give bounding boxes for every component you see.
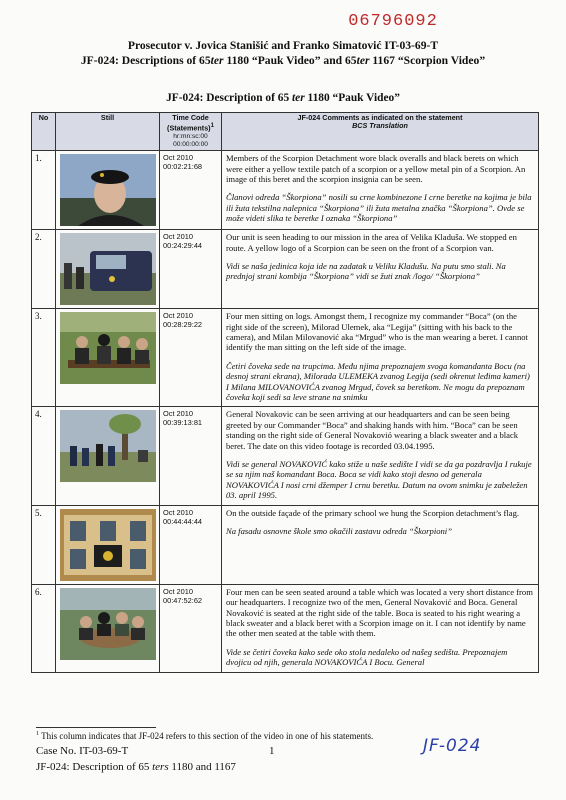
table-row <box>32 584 539 672</box>
row-number: 3. <box>32 309 56 407</box>
still-image-headquarters-arrival <box>60 410 156 482</box>
case-number: Case No. IT-03-69-T <box>36 745 129 757</box>
header-ter-1: ter <box>210 54 224 67</box>
footer-title-part: 1180 and 1167 <box>168 761 236 773</box>
still-image-van <box>60 233 156 305</box>
section-title-part: 1180 “Pauk Video” <box>304 92 400 104</box>
timecode-month: Oct 2010 <box>163 153 193 163</box>
table-row <box>32 505 539 584</box>
comment-english: Members of the Scorpion Detachment wore black overalls and black berets on which were either a yellow textile patch of a scorpion or a yellow metal pin of a Scorpion. An image of this beret and the scorpion insignia can be seen. <box>226 153 526 185</box>
timecode-month: Oct 2010 <box>163 409 193 419</box>
footer-title-part: JF-024: Description of 65 <box>36 761 153 773</box>
timecode-month: Oct 2010 <box>163 232 193 242</box>
header-line-2-part: 1180 “Pauk Video” and 65 <box>223 54 357 67</box>
footnote-marker: 1 <box>36 731 39 737</box>
timecode-value: 00:47:52:62 <box>163 595 203 605</box>
comment-bcs: Na fasadu osnovne škole smo okačili zastavu odreda “Škorpioni” <box>226 526 452 537</box>
timecode-value: 00:24:29:44 <box>163 241 203 251</box>
document-stamp-number: 06796092 <box>348 12 438 31</box>
header-timecode <box>160 113 222 151</box>
timecode-cell <box>160 584 222 672</box>
still-cell <box>56 584 160 672</box>
row-number: 6. <box>32 584 56 672</box>
comment-cell <box>222 151 539 230</box>
header-no: No <box>32 113 56 151</box>
comment-english: General Novakovic can be seen arriving at our headquarters and can be seen being greeted by our Commander “Boca” and shaking hands with him. “Boca” can be seen standing on the right side of General Novakovió wearing a black sweater and a black beret. The date on this video footage is recorded 03.04.1995. <box>226 409 519 451</box>
timecode-value: 00:02:21:68 <box>163 162 203 172</box>
header-timecode-label: Time Code <box>172 113 209 122</box>
header-comment-sub: BCS Translation <box>352 121 408 131</box>
description-table <box>31 112 539 673</box>
comment-cell <box>222 505 539 584</box>
comment-bcs: Članovi odreda “Škorpiona” nosili su crne kombinezone I crne beretke na kojima je bila ili žuta tekstilna nalepnica “Škorpiona” ili žuta metalna značka “Škorpiona”. Ovde se može videti slika te beretke I oznaka “Škorpiona” <box>226 192 532 224</box>
row-number: 2. <box>32 230 56 309</box>
footnote-text: This column indicates that JF-024 refers to this section of the video in one of his statements. <box>39 731 374 741</box>
still-cell <box>56 151 160 230</box>
footnote <box>36 731 373 741</box>
comment-bcs: Vidi se general NOVAKOVIĆ kako stiže u naše sedište I vidi se da ga pozdravlja I rukuje se sa njim naš komandant Boca. Boca se vidi kako stoji desno od generala NOVAKOVIĆA I nosi crni džemper I crnu beretku. Datum na ovom snimku je zabeležen 03. april 1995. <box>226 459 532 501</box>
timecode-cell <box>160 230 222 309</box>
comment-bcs: Vidi se naša jedinica koja ide na zadatak u Veliku Kladušu. Na putu smo stali. Na prednjoj strani kombija “Škorpiona” vidi se žuti znak /logo/ “Škorpiona” <box>226 261 506 282</box>
still-cell <box>56 407 160 505</box>
section-title <box>0 92 566 104</box>
table-row <box>32 151 539 230</box>
timecode-cell <box>160 407 222 505</box>
header-line-1: Prosecutor v. Jovica Stanišić and Franko Simatović IT-03-69-T <box>127 39 439 52</box>
comment-cell <box>222 584 539 672</box>
comment-cell <box>222 230 539 309</box>
header-comment-label: JF-024 Comments as indicated on the statement <box>297 113 463 122</box>
header-still: Still <box>56 113 160 151</box>
comment-bcs: Vide se četiri čoveka kako sede oko stola nedaleko od našeg sedišta. Prepoznajem dvojicu od njih, generala NOVAKOVIĆA I Bocu. General <box>226 646 508 668</box>
comment-english: Our unit is seen heading to our mission in the area of Velika Kladuša. We stopped en route. A yellow logo of a Scorpion can be seen on the front of a Scorpion van. <box>226 232 517 253</box>
still-image-school-facade <box>60 509 156 581</box>
table-row <box>32 309 539 407</box>
table-row <box>32 230 539 309</box>
timecode-month: Oct 2010 <box>163 586 193 596</box>
timecode-month: Oct 2010 <box>163 507 193 517</box>
still-cell <box>56 309 160 407</box>
footnote-ref: 1 <box>210 123 214 130</box>
row-number: 4. <box>32 407 56 505</box>
timecode-month: Oct 2010 <box>163 311 193 321</box>
document-header <box>0 38 566 68</box>
header-timecode-format: hr:mn:sc:00 <box>173 132 208 140</box>
header-timecode-label: (Statements) <box>167 123 211 133</box>
comment-english: Four men can be seen seated around a table which was located a very short distance from our headquarters. I recognize two of the men, General Novaković and Boca. General Novaković is seated at the right side of the table. Boca is seated to his right wearing a black sweater and a black beret with a Scorpion image on it. I can not identify by name the other men seated at the table with them. <box>226 586 533 639</box>
table-header-row <box>32 113 539 151</box>
row-number: 5. <box>32 505 56 584</box>
header-comment <box>222 113 539 151</box>
row-number: 1. <box>32 151 56 230</box>
footer-document-title <box>36 761 236 773</box>
header-ter-2: ter <box>356 54 370 67</box>
still-image-men-at-table <box>60 588 156 660</box>
table-row <box>32 407 539 505</box>
still-image-beret-man <box>60 154 156 226</box>
handwritten-witness-mark: JF-024 <box>423 736 482 756</box>
comment-english: On the outside façade of the primary school we hung the Scorpion detachment’s flag. <box>226 507 520 518</box>
comment-cell <box>222 309 539 407</box>
timecode-value: 00:28:29:22 <box>163 320 203 330</box>
timecode-value: 00:39:13:81 <box>163 418 203 428</box>
still-cell <box>56 230 160 309</box>
comment-cell <box>222 407 539 505</box>
footer-ters: ters <box>152 761 169 773</box>
header-line-2 <box>0 53 566 68</box>
page-number: 1 <box>269 745 275 757</box>
section-title-ter: ter <box>292 92 305 104</box>
still-cell <box>56 505 160 584</box>
comment-english: Four men sitting on logs. Amongst them, I recognize my commander “Boca” (on the right side of the screen), Milorad Ulemek, aka “Legija” (sitting with his back to the camera), and Milan Milovanović aka “Mrgud” who is the man wearing a beret. I cannot identify the man sitting on the left side of the image. <box>226 311 528 353</box>
header-line-2-part: 1167 “Scorpion Video” <box>369 54 486 67</box>
header-timecode-zero: 00:00:00:00 <box>173 141 208 148</box>
timecode-cell <box>160 505 222 584</box>
timecode-value: 00:44:44:44 <box>163 516 203 526</box>
header-line-2-part: JF-024: Descriptions of 65 <box>80 54 211 67</box>
still-image-men-on-logs <box>60 312 156 384</box>
timecode-cell <box>160 151 222 230</box>
comment-bcs: Četiri čoveka sede na trupcima. Među njima prepoznajem svoga komandanta Bocu (na desnoj strani ekrana), Milorada ULEMEKA zvanog Legija (sedi okrenut leđima kameri) I Milana MILOVANOVIĆA zvanog Mrgud, čovek sa beretkom. Ne mogu da prepoznam čoveka koji sedi sa leve strane na snimku <box>226 360 530 403</box>
section-title-part: JF-024: Description of 65 <box>166 92 292 104</box>
timecode-cell <box>160 309 222 407</box>
footnote-divider <box>36 727 156 728</box>
